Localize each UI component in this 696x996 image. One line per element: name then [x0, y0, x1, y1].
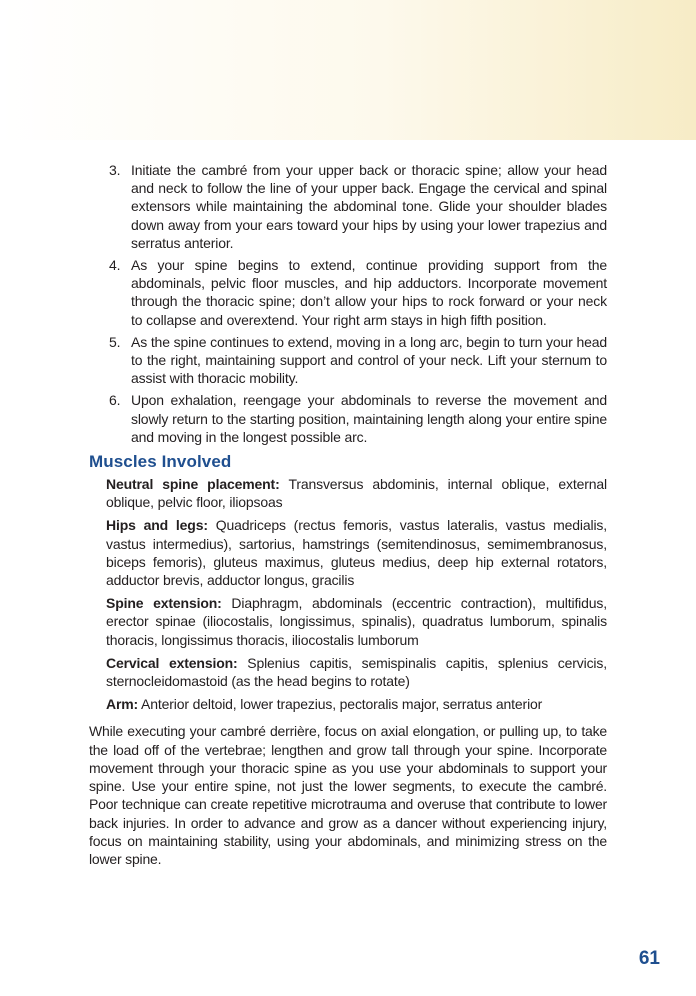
muscle-label: Hips and legs: — [106, 517, 208, 534]
step-text: As your spine begins to extend, continue providing support from the abdominals, pelvic floor muscles, and hip adductors. Incorporate movement through the thoracic spine; don’t allow your hips to rock forward or your neck to collapse and overextend. Your right arm stays in high fifth position. — [131, 257, 607, 328]
muscle-label: Arm: — [106, 696, 139, 713]
step-text: Initiate the cambré from your upper back or thoracic spine; allow your head and neck to follow the line of your upper back. Engage the cervical and spinal extensors while maintaining the abdominal tone. Glide your shoulder blades down away from your ears toward your hips by using your lower trapezius and serratus anterior. — [131, 162, 607, 251]
muscle-entry — [106, 654, 607, 690]
muscle-label: Cervical extension: — [106, 654, 238, 671]
muscle-entry — [106, 516, 607, 589]
muscle-text: Anterior deltoid, lower trapezius, pectoralis major, serratus anterior — [141, 696, 543, 713]
step-item — [89, 333, 607, 388]
step-list — [89, 161, 607, 446]
step-item — [89, 391, 607, 446]
step-text: Upon exhalation, reengage your abdominals to reverse the movement and slowly return to the starting position, maintaining length along your entire spine and moving in the longest possible arc. — [131, 392, 607, 445]
page-content — [89, 161, 607, 868]
step-number: 4. — [109, 257, 121, 274]
step-item — [89, 161, 607, 252]
header-band — [0, 0, 696, 140]
step-number: 6. — [109, 392, 121, 409]
muscle-text: Diaphragm, abdominals (eccentric contraction), multifidus, erector spinae (iliocostalis, longissimus, spinalis), quadratus lumborum, spinalis thoracis, longissimus thoracis, iliocostalis lumborum — [106, 595, 608, 648]
step-text: As the spine continues to extend, moving in a long arc, begin to turn your head to the right, maintaining support and control of your neck. Lift your sternum to assist with thoracic mobility. — [131, 333, 607, 387]
step-number: 5. — [109, 333, 121, 350]
muscle-entry — [106, 695, 607, 713]
step-number: 3. — [109, 162, 121, 178]
section-heading: Muscles Involved — [89, 452, 232, 472]
muscle-label: Neutral spine placement: — [106, 476, 280, 493]
muscle-text: Splenius capitis, semispinalis capitis, splenius cervicis, sternocleidomastoid (as the head begins to rotate) — [106, 654, 607, 690]
muscle-text: Quadriceps (rectus femoris, vastus lateralis, vastus medialis, vastus intermedius), sartorius, hamstrings (semitendinosus, semimembranosus, biceps femoris), gluteus maximus, gluteus medius, deep hip external rotators, adductor brevis, adductor longus, gracilis — [106, 517, 607, 589]
muscle-entry — [106, 594, 607, 649]
body-paragraph: While executing your cambré derrière, focus on axial elongation, or pulling up, to take the load off of the vertebrae; lengthen and grow tall through your spine. Incorporate movement through your thoracic spine as you use your abdominals to support your spine. Use your entire spine, not just the lower segments, to execute the cambré. Poor technique can create repetitive microtrauma and overuse that contribute to lower back injuries. In order to advance and grow as a dancer without experiencing injury, focus on maintaining stability, using your abdominals, and minimizing stress on the lower spine. — [89, 723, 607, 867]
muscle-label: Spine extension: — [106, 595, 222, 612]
step-item — [89, 256, 607, 329]
page-number: 61 — [638, 948, 660, 969]
muscle-list — [89, 475, 607, 713]
muscle-entry — [106, 475, 607, 511]
muscle-text: Transversus abdominis, internal oblique, external oblique, pelvic floor, iliopsoas — [106, 476, 607, 511]
